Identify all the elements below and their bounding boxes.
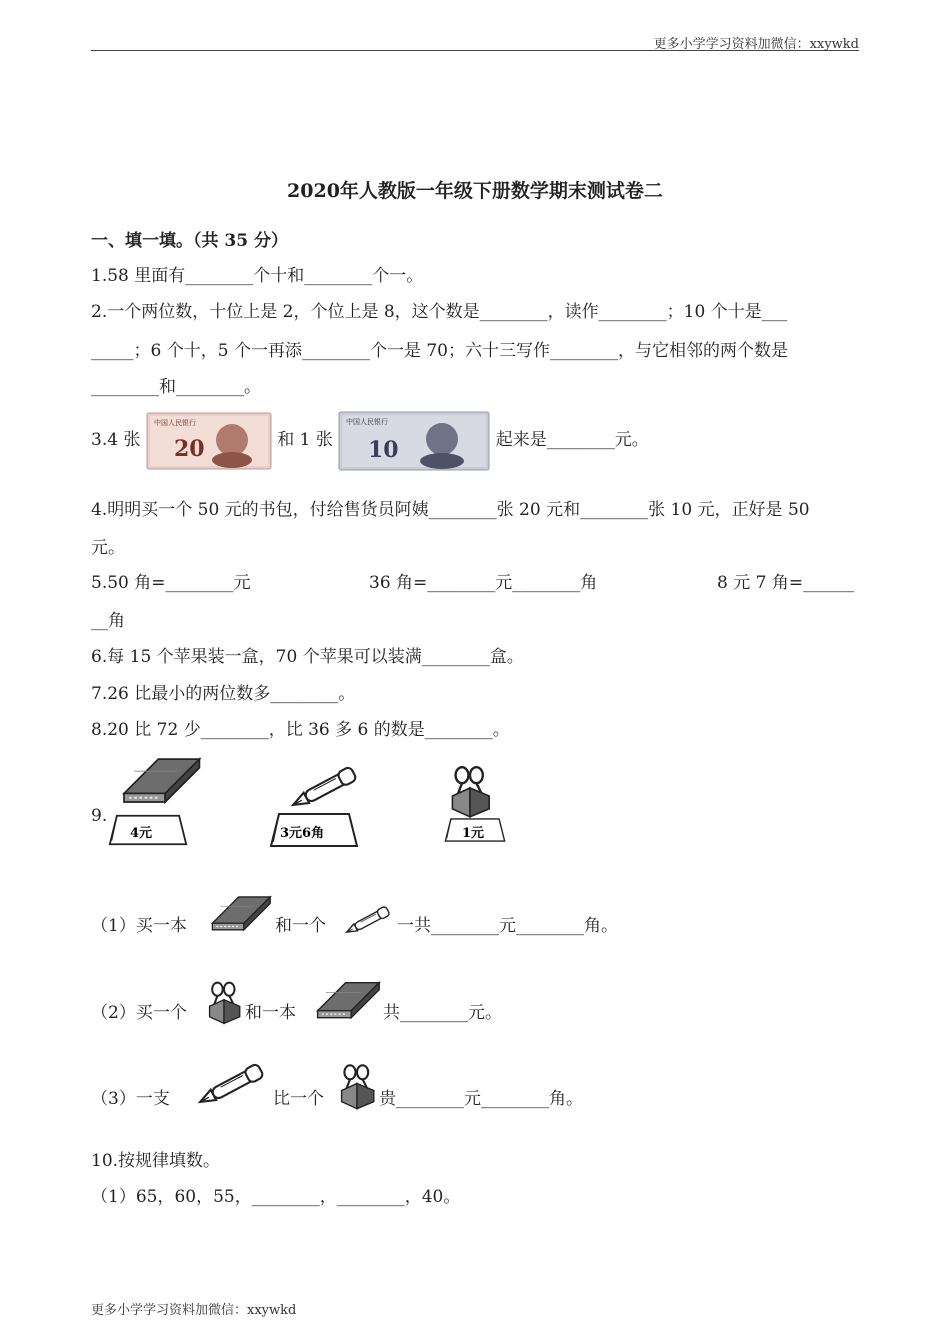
question-9-sub-2-b: 和一本 [245,1003,296,1023]
question-3 [91,410,649,471]
price-book: 4元 [130,826,153,841]
question-9-sub-3-c: 贵________元________角。 [379,1089,583,1109]
price-tag-pen [268,812,360,848]
banknote-10-value: 10 [368,436,399,463]
question-2-line-2: _____；6 个十，5 个一再添________个一是 70；六十三写作________，与它相邻的两个数是 [91,341,788,361]
question-2-line-3: ________和________。 [91,377,261,397]
pen-icon-small [338,905,396,939]
page-title: 2020年人教版一年级下册数学期末测试卷二 [287,180,663,202]
banknote-20-image [146,412,272,470]
price-tag-book [108,812,188,848]
question-10-sub-1: （1）65，60，55，________，________，40。 [91,1187,461,1207]
question-3-part-3: 起来是________元。 [495,430,649,450]
question-10-heading: 10.按规律填数。 [91,1151,221,1171]
question-9-sub-1-b: 和一个 [275,916,326,936]
banknote-20-label: 中国人民银行 [153,418,196,427]
question-9-sub-3-b: 比一个 [273,1089,324,1109]
banknote-20-value: 20 [173,435,205,462]
question-9-sub-3-a: （3）一支 [91,1089,170,1109]
question-9-sub-2-c: 共________元。 [383,1003,502,1023]
question-1: 1.58 里面有________个十和________个一。 [91,266,424,286]
question-4-line-2: 元。 [91,538,125,558]
question-2-line-1: 2.一个两位数，十位上是 2，个位上是 8，这个数是________，读作________；10 个十是___ [91,302,788,322]
question-3-part-1: 3.4 张 [91,430,141,450]
question-4-line-1: 4.明明买一个 50 元的书包，付给售货员阿姨________张 20 元和________张 10 元，正好是 50 [91,500,810,520]
question-5-part-c: 8 元 7 角=______ [717,573,855,593]
clip-icon-small-2 [336,1062,378,1112]
book-icon-small [207,893,273,939]
question-9-sub-1-c: 一共________元________角。 [397,916,618,936]
question-3-part-2: 和 1 张 [277,430,333,450]
price-pen: 3元6角 [280,826,325,841]
price-tag-clip [444,812,506,848]
question-9-sub-2-a: （2）买一个 [91,1003,187,1023]
banknote-10-label: 中国人民银行 [346,417,389,426]
clip-icon-small [203,980,245,1026]
pen-icon [278,765,368,815]
pen-icon-small-2 [188,1062,272,1112]
question-9-number: 9. [91,806,108,826]
question-7: 7.26 比最小的两位数多________。 [91,684,356,704]
section-heading: 一、填一填。（共 35 分） [91,231,288,251]
book-icon-small-2 [312,978,382,1028]
question-8: 8.20 比 72 少________，比 36 多 6 的数是________。 [91,720,510,740]
question-5-continuation: __角 [91,611,125,631]
page-header [91,30,859,51]
question-9-sub-1-a: （1）买一本 [91,916,187,936]
banknote-10-image [338,411,490,471]
book-icon [112,754,208,814]
question-5-part-b: 36 角=________元________角 [369,573,598,593]
header-text: 更多小学学习资料加微信：xxywkd [653,37,859,52]
price-clip: 1元 [462,826,485,841]
page-footer: 更多小学学习资料加微信：xxywkd [91,1303,297,1318]
question-6: 6.每 15 个苹果装一盒，70 个苹果可以装满________盒。 [91,647,524,667]
question-5-part-a: 5.50 角=________元 [91,573,251,593]
